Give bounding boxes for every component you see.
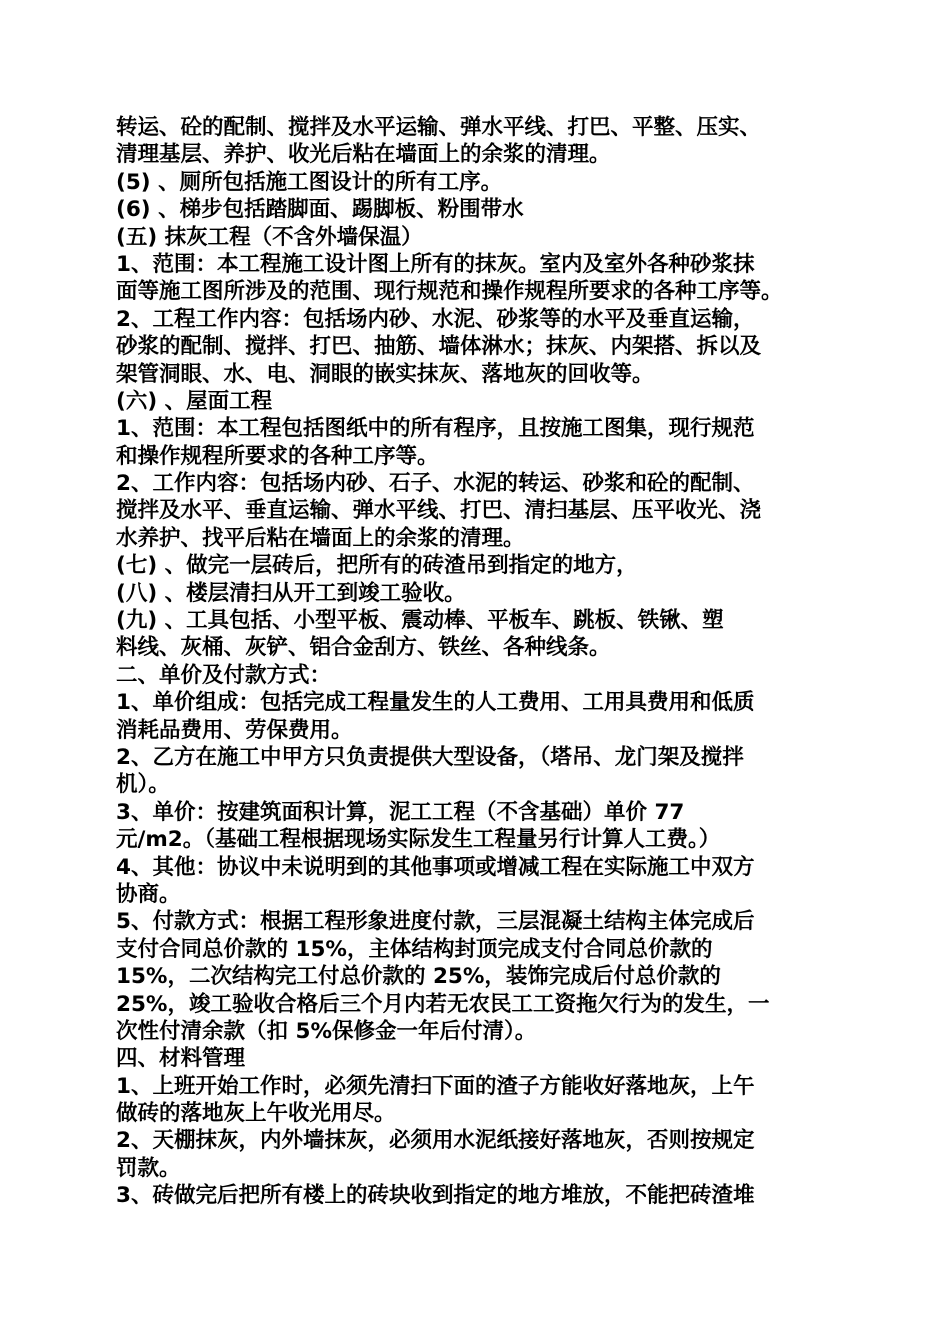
text-line: 协商。: [116, 881, 181, 907]
text-line: 3、砖做完后把所有楼上的砖块收到指定的地方堆放，不能把砖渣堆: [116, 1183, 755, 1209]
text-line: (6) 、梯步包括踏脚面、踢脚板、粉围带水: [116, 197, 524, 223]
text-line: 3、单价：按建筑面积计算，泥工工程（不含基础）单价 77: [116, 799, 685, 825]
text-line: 和操作规程所要求的各种工序等。: [116, 443, 439, 469]
text-line: 2、天棚抹灰，内外墙抹灰，必须用水泥纸接好落地灰，否则按规定: [116, 1128, 755, 1154]
text-line: 2、工作内容：包括场内砂、石子、水泥的转运、砂浆和砼的配制、: [116, 471, 755, 497]
text-line: 1、范围：本工程包括图纸中的所有程序，且按施工图集，现行规范: [116, 416, 755, 442]
text-line: 2、工程工作内容：包括场内砂、水泥、砂浆等的水平及垂直运输，: [116, 306, 755, 332]
text-line: 二、单价及付款方式：: [116, 662, 332, 688]
text-line: 做砖的落地灰上午收光用尽。: [116, 1101, 396, 1127]
text-line: 机）。: [116, 772, 170, 798]
text-line: (5) 、厕所包括施工图设计的所有工序。: [116, 169, 503, 195]
text-line: 四、材料管理: [116, 1046, 246, 1072]
text-line: 15%，二次结构完工付总价款的 25%，装饰完成后付总价款的: [116, 964, 721, 990]
text-line: (八) 、楼层清扫从开工到竣工验收。: [116, 580, 466, 606]
text-line: 搅拌及水平、垂直运输、弹水平线、打巴、清扫基层、压平收光、浇: [116, 498, 762, 524]
document-body: [116, 114, 842, 1210]
text-line: 砂浆的配制、搅拌、打巴、抽筋、墙体淋水；抹灰、内架搭、拆以及: [116, 334, 762, 360]
text-line: 5、付款方式：根据工程形象进度付款，三层混凝土结构主体完成后: [116, 909, 755, 935]
text-line: 1、单价组成：包括完成工程量发生的人工费用、工用具费用和低质: [116, 690, 755, 716]
text-line: 支付合同总价款的 15%，主体结构封顶完成支付合同总价款的: [116, 936, 713, 962]
text-line: 4、其他：协议中未说明到的其他事项或增减工程在实际施工中双方: [116, 854, 755, 880]
text-line: 架管洞眼、水、电、洞眼的嵌实抹灰、落地灰的回收等。: [116, 361, 654, 387]
text-line: 清理基层、养护、收光后粘在墙面上的余浆的清理。: [116, 142, 611, 168]
text-line: 1、上班开始工作时，必须先清扫下面的渣子方能收好落地灰，上午: [116, 1073, 755, 1099]
text-line: 2、乙方在施工中甲方只负责提供大型设备，（塔吊、龙门架及搅拌: [116, 744, 744, 770]
text-line: 1、范围：本工程施工设计图上所有的抹灰。室内及室外各种砂浆抹: [116, 251, 755, 277]
text-line: 次性付清余款（扣 5%保修金一年后付清）。: [116, 1018, 537, 1044]
text-line: (七) 、做完一层砖后，把所有的砖渣吊到指定的地方，: [116, 553, 638, 579]
text-line: 转运、砼的配制、搅拌及水平运输、弹水平线、打巴、平整、压实、: [116, 115, 762, 140]
text-line: (六) 、屋面工程: [116, 388, 273, 414]
text-line: 面等施工图所涉及的范围、现行规范和操作规程所要求的各种工序等。: [116, 279, 783, 305]
text-line: 25%，竣工验收合格后三个月内若无农民工工资拖欠行为的发生，一: [116, 991, 770, 1017]
text-line: 罚款。: [116, 1155, 181, 1181]
text-line: 水养护、找平后粘在墙面上的余浆的清理。: [116, 525, 525, 551]
text-line: 消耗品费用、劳保费用。: [116, 717, 353, 743]
text-line: 料线、灰桶、灰铲、铝合金刮方、铁丝、各种线条。: [116, 635, 611, 661]
text-line: 元/m2。（基础工程根据现场实际发生工程量另行计算人工费。）: [116, 827, 721, 853]
text-line: (九) 、工具包括、小型平板、震动棒、平板车、跳板、铁锹、塑: [116, 608, 724, 634]
text-line: (五) 抹灰工程（不含外墙保温）: [116, 224, 423, 250]
